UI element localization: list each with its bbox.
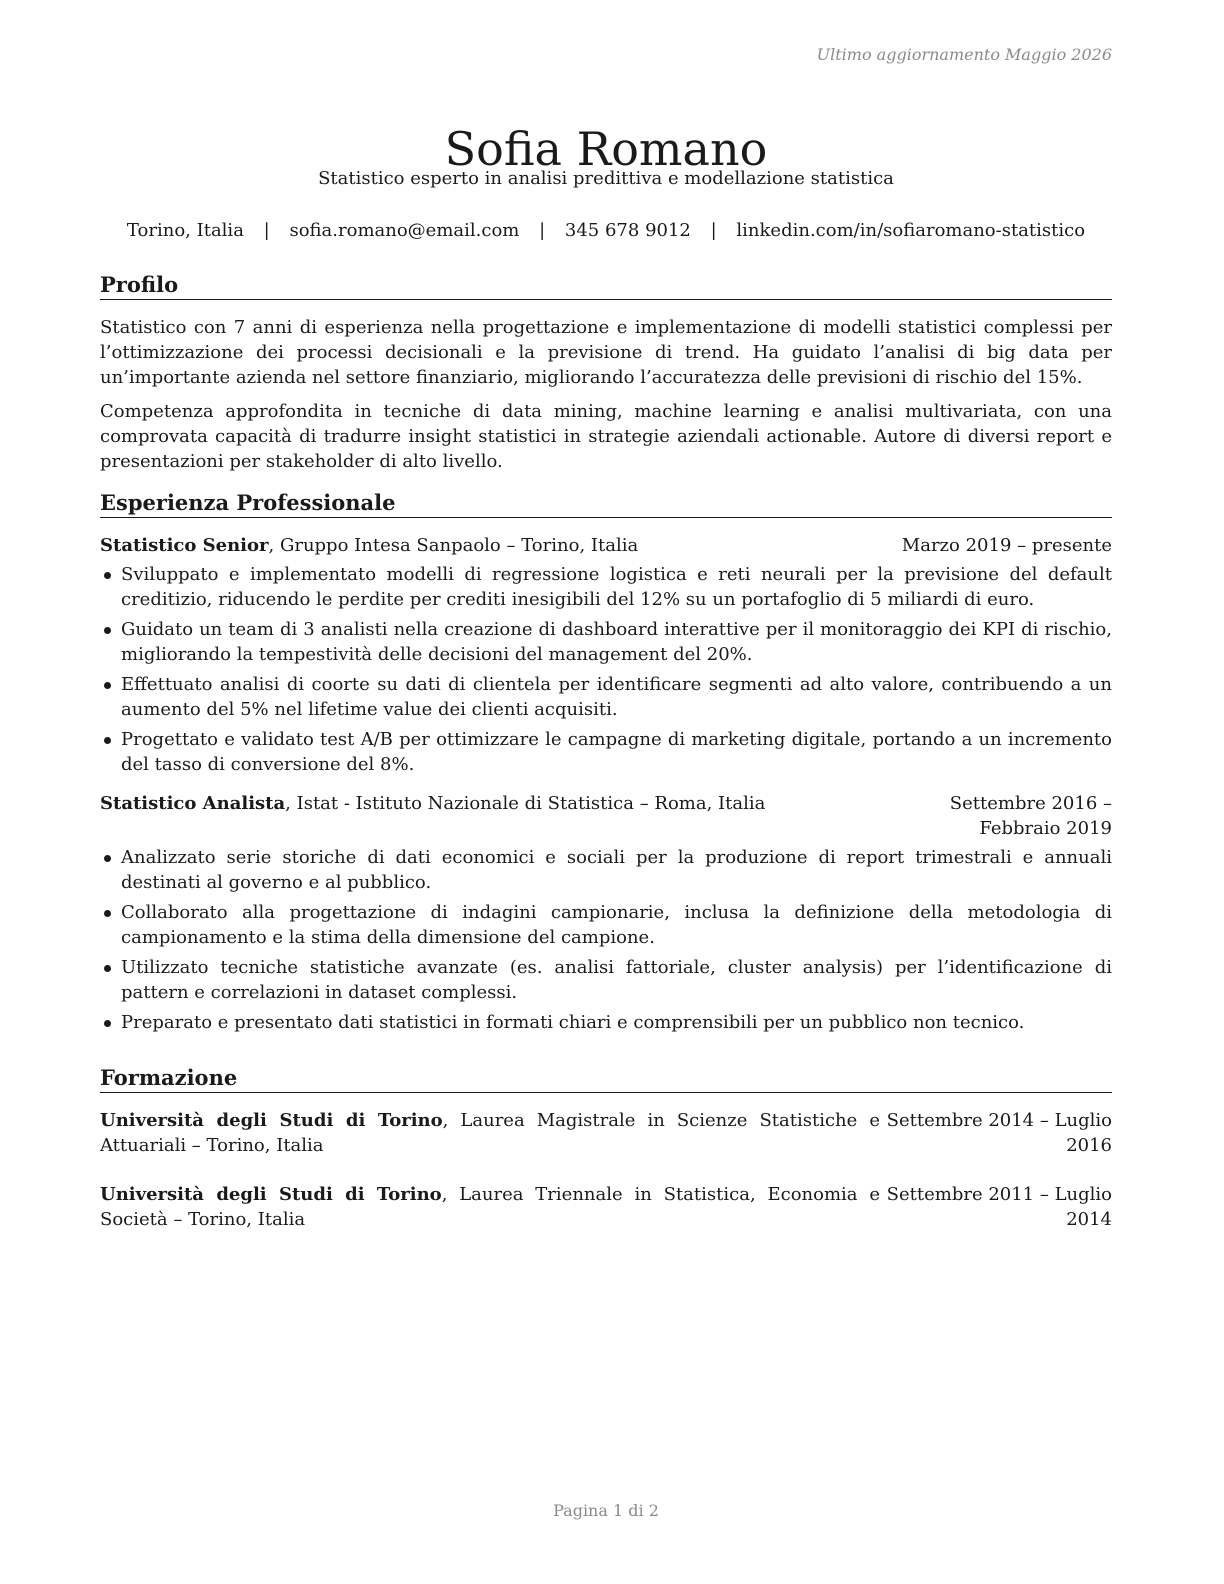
list-item: Progettato e validato test A/B per ottimizzare le campagne di marketing digitale, portando a un incremento del tasso di conversione del 8%. xyxy=(100,727,1112,777)
contact-line xyxy=(100,220,1112,241)
contact-phone[interactable]: 345 678 9012 xyxy=(564,220,691,241)
profile-section xyxy=(100,272,1112,474)
job-role: Statistico Senior xyxy=(100,535,269,556)
education-entry xyxy=(100,1182,1112,1232)
list-item: Guidato un team di 3 analisti nella creazione di dashboard interattive per il monitoraggio dei KPI di rischio, migliorando la tempestività delle decisioni del management del 20%. xyxy=(100,617,1112,667)
section-title-profile: Profilo xyxy=(100,272,1112,300)
job-role: Statistico Analista xyxy=(100,793,286,814)
section-title-education: Formazione xyxy=(100,1065,1112,1093)
contact-email[interactable]: sofia.romano@email.com xyxy=(289,220,520,241)
list-item: Utilizzato tecniche statistiche avanzate (es. analisi fattoriale, cluster analysis) per l’identificazione di pattern e correlazioni in dataset complessi. xyxy=(100,955,1112,1005)
education-degree: , Laurea Magistrale in Scienze Statistiche e Attuariali – Torino, Italia xyxy=(100,1110,880,1156)
education-dates: Settembre 2014 – Luglio 2016 xyxy=(886,1110,1112,1156)
education-entry xyxy=(100,1108,1112,1158)
tagline: Statistico esperto in analisi predittiva e modellazione statistica xyxy=(318,168,894,189)
contact-separator: | xyxy=(710,220,717,241)
resume-page xyxy=(100,0,1112,1584)
education-dates: Settembre 2011 – Luglio 2014 xyxy=(886,1184,1112,1230)
list-item: Preparato e presentato dati statistici in formati chiari e comprensibili per un pubblico non tecnico. xyxy=(100,1010,1112,1035)
job-dates: Marzo 2019 – presente xyxy=(901,535,1112,556)
job-entry xyxy=(100,791,1112,1035)
job-entry xyxy=(100,533,1112,777)
list-item: Collaborato alla progettazione di indagini campionarie, inclusa la definizione della metodologia di campionamento e la stima della dimensione del campione. xyxy=(100,900,1112,950)
education-school: Università degli Studi di Torino xyxy=(100,1110,443,1131)
job-company: , Istat - Istituto Nazionale di Statistica – Roma, Italia xyxy=(285,793,766,814)
job-header xyxy=(100,533,1112,558)
education-school: Università degli Studi di Torino xyxy=(100,1184,442,1205)
contact-separator: | xyxy=(539,220,546,241)
education-section xyxy=(100,1065,1112,1232)
last-updated: Ultimo aggiornamento Maggio 2026 xyxy=(816,45,1112,64)
education-degree: , Laurea Triennale in Statistica, Economia e Società – Torino, Italia xyxy=(100,1184,880,1230)
job-bullets xyxy=(100,845,1112,1035)
list-item: Sviluppato e implementato modelli di regressione logistica e reti neurali per la previsione del default creditizio, riducendo le perdite per crediti inesigibili del 12% su un portafoglio di 5 miliardi di euro. xyxy=(100,562,1112,612)
profile-paragraph: Statistico con 7 anni di esperienza nella progettazione e implementazione di modelli statistici complessi per l’ottimizzazione dei processi decisionali e la previsione di trend. Ha guidato l’analisi di big data per un’importante azienda nel settore finanziario, migliorando l’accuratezza delle previsioni di rischio del 15%. xyxy=(100,317,1112,388)
job-bullets xyxy=(100,562,1112,777)
list-item: Effettuato analisi di coorte su dati di clientela per identificare segmenti ad alto valore, contribuendo a un aumento del 5% nel lifetime value dei clienti acquisiti. xyxy=(100,672,1112,722)
list-item: Analizzato serie storiche di dati economici e sociali per la produzione di report trimestrali e annuali destinati al governo e al pubblico. xyxy=(100,845,1112,895)
contact-location: Torino, Italia xyxy=(126,220,244,241)
contact-linkedin[interactable]: linkedin.com/in/sofiaromano-statistico xyxy=(736,220,1086,241)
job-company: , Gruppo Intesa Sanpaolo – Torino, Italia xyxy=(268,535,639,556)
contact-separator: | xyxy=(263,220,270,241)
profile-paragraph: Competenza approfondita in tecniche di data mining, machine learning e analisi multivariata, con una comprovata capacità di tradurre insight statistici in strategie aziendali actionable. Autore di diversi report e presentazioni per stakeholder di alto livello. xyxy=(100,401,1112,472)
section-title-experience: Esperienza Professionale xyxy=(100,490,1112,518)
job-header xyxy=(100,791,1112,841)
job-dates: Settembre 2016 – Febbraio 2019 xyxy=(949,793,1112,839)
page-number: Pagina 1 di 2 xyxy=(553,1501,659,1520)
experience-section xyxy=(100,490,1112,1040)
candidate-name: Sofia Romano xyxy=(444,121,768,176)
